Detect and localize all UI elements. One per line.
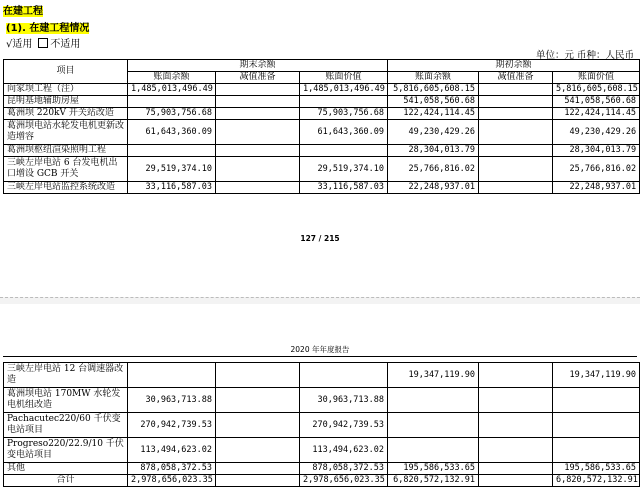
begin-book-value: 22,248,937.01 <box>553 182 640 194</box>
table-row <box>4 96 640 108</box>
header-period-end: 期末余额 <box>128 60 388 72</box>
begin-book-balance: 5,816,605,608.15 <box>388 84 479 96</box>
begin-book-balance: 22,248,937.01 <box>388 182 479 194</box>
begin-book-balance: 25,766,816.02 <box>388 157 479 182</box>
begin-impairment <box>479 120 553 145</box>
begin-book-value: 28,304,013.79 <box>553 145 640 157</box>
begin-book-value: 5,816,605,608.15 <box>553 84 640 96</box>
end-book-balance <box>128 363 216 388</box>
begin-book-value: 122,424,114.45 <box>553 108 640 120</box>
begin-impairment <box>479 84 553 96</box>
sub-title-text: (1). 在建工程情况 <box>6 23 90 34</box>
row-name: 葛洲坝电站 170MW 水轮发电机组改造 <box>4 388 128 413</box>
end-impairment <box>216 413 300 438</box>
header-item: 项目 <box>4 60 128 84</box>
begin-impairment <box>479 438 553 463</box>
end-impairment <box>216 463 300 475</box>
end-book-value: 29,519,374.10 <box>300 157 388 182</box>
table-row <box>4 108 640 120</box>
begin-impairment <box>479 463 553 475</box>
header-begin-book-balance: 账面余额 <box>388 72 479 84</box>
row-name: Progreso220/22.9/10 千伏变电站项目 <box>4 438 128 463</box>
end-impairment <box>216 388 300 413</box>
header-end-impairment: 减值准备 <box>216 72 300 84</box>
begin-book-value: 6,820,572,132.91 <box>553 475 640 487</box>
construction-in-progress-table <box>3 59 640 194</box>
begin-book-value <box>553 413 640 438</box>
begin-impairment <box>479 388 553 413</box>
section-title-text: 在建工程 <box>3 6 43 17</box>
end-book-balance <box>128 96 216 108</box>
end-book-balance: 878,058,372.53 <box>128 463 216 475</box>
row-name: 葛洲坝枢纽渲染照明工程 <box>4 145 128 157</box>
end-impairment <box>216 84 300 96</box>
end-book-balance: 29,519,374.10 <box>128 157 216 182</box>
empty-checkbox-icon <box>38 38 48 48</box>
row-name: 其他 <box>4 463 128 475</box>
end-impairment <box>216 182 300 194</box>
end-book-balance: 33,116,587.03 <box>128 182 216 194</box>
begin-impairment <box>479 182 553 194</box>
end-book-value: 61,643,360.09 <box>300 120 388 145</box>
header-end-book-value: 账面价值 <box>300 72 388 84</box>
end-book-balance: 270,942,739.53 <box>128 413 216 438</box>
not-applicable-label: 不适用 <box>50 39 81 50</box>
begin-book-balance <box>388 413 479 438</box>
table-row <box>4 463 640 475</box>
row-name: 合计 <box>4 475 128 487</box>
sub-title <box>6 19 89 34</box>
section-title <box>3 2 43 17</box>
end-book-balance: 61,643,360.09 <box>128 120 216 145</box>
begin-book-balance: 122,424,114.45 <box>388 108 479 120</box>
end-book-value: 1,485,013,496.49 <box>300 84 388 96</box>
end-book-balance: 1,485,013,496.49 <box>128 84 216 96</box>
header-begin-impairment: 减值准备 <box>479 72 553 84</box>
row-name: 葛洲坝 220kV 开关站改造 <box>4 108 128 120</box>
end-book-balance: 2,978,656,023.35 <box>128 475 216 487</box>
table-row <box>4 388 640 413</box>
construction-in-progress-table-continued <box>3 362 640 487</box>
end-book-value: 878,058,372.53 <box>300 463 388 475</box>
begin-book-balance: 6,820,572,132.91 <box>388 475 479 487</box>
end-impairment <box>216 475 300 487</box>
table-row <box>4 438 640 463</box>
end-impairment <box>216 157 300 182</box>
begin-impairment <box>479 145 553 157</box>
begin-book-balance: 49,230,429.26 <box>388 120 479 145</box>
table-body-page1 <box>4 84 640 194</box>
begin-impairment <box>479 363 553 388</box>
begin-book-balance: 19,347,119.90 <box>388 363 479 388</box>
table-row <box>4 84 640 96</box>
end-book-balance: 75,903,756.68 <box>128 108 216 120</box>
table-row <box>4 413 640 438</box>
end-impairment <box>216 108 300 120</box>
row-name: 三峡左岸电站监控系统改造 <box>4 182 128 194</box>
end-impairment <box>216 120 300 145</box>
begin-impairment <box>479 157 553 182</box>
end-book-value: 75,903,756.68 <box>300 108 388 120</box>
begin-book-value: 49,230,429.26 <box>553 120 640 145</box>
end-book-balance: 30,963,713.88 <box>128 388 216 413</box>
table-body-page2 <box>4 363 640 487</box>
end-book-value: 2,978,656,023.35 <box>300 475 388 487</box>
table-row <box>4 120 640 145</box>
begin-book-value: 195,586,533.65 <box>553 463 640 475</box>
begin-book-balance: 28,304,013.79 <box>388 145 479 157</box>
begin-impairment <box>479 96 553 108</box>
begin-impairment <box>479 475 553 487</box>
begin-book-value: 19,347,119.90 <box>553 363 640 388</box>
end-book-value: 30,963,713.88 <box>300 388 388 413</box>
begin-book-balance: 541,058,560.68 <box>388 96 479 108</box>
end-book-value: 270,942,739.53 <box>300 413 388 438</box>
begin-book-value: 541,058,560.68 <box>553 96 640 108</box>
table-row <box>4 363 640 388</box>
end-book-value <box>300 96 388 108</box>
row-name: 三峡左岸电站 6 台发电机出口增设 GCB 开关 <box>4 157 128 182</box>
header-end-book-balance: 账面余额 <box>128 72 216 84</box>
table-header <box>4 60 640 84</box>
row-name: 向家坝工程（注） <box>4 84 128 96</box>
applicability-line <box>6 35 80 50</box>
table-row <box>4 182 640 194</box>
begin-impairment <box>479 413 553 438</box>
end-book-balance: 113,494,623.02 <box>128 438 216 463</box>
check-mark-icon: √ <box>6 39 13 50</box>
end-impairment <box>216 363 300 388</box>
applicable-label: 适用 <box>12 39 33 50</box>
end-book-value <box>300 363 388 388</box>
row-name: 昆明基地辅助房屋 <box>4 96 128 108</box>
row-name: Pachacutec220/60 千伏变电站项目 <box>4 413 128 438</box>
page-break-divider <box>0 297 640 304</box>
begin-book-value: 25,766,816.02 <box>553 157 640 182</box>
begin-impairment <box>479 108 553 120</box>
end-book-balance <box>128 145 216 157</box>
end-impairment <box>216 145 300 157</box>
begin-book-balance <box>388 438 479 463</box>
page-number: 127 / 215 <box>300 234 340 243</box>
end-impairment <box>216 96 300 108</box>
begin-book-value <box>553 388 640 413</box>
row-name: 葛洲坝电站水轮发电机更新改造增容 <box>4 120 128 145</box>
end-book-value: 113,494,623.02 <box>300 438 388 463</box>
unit-currency-line: 单位：元 币种：人民币 <box>535 50 634 61</box>
table-row <box>4 157 640 182</box>
begin-book-balance: 195,586,533.65 <box>388 463 479 475</box>
page-header: 2020 年年度报告 <box>290 345 350 354</box>
header-period-begin: 期初余额 <box>388 60 640 72</box>
table-row-total <box>4 475 640 487</box>
end-impairment <box>216 438 300 463</box>
row-name: 三峡左岸电站 12 台调速器改造 <box>4 363 128 388</box>
begin-book-value <box>553 438 640 463</box>
header-begin-book-value: 账面价值 <box>553 72 640 84</box>
header-rule <box>3 356 637 357</box>
end-book-value <box>300 145 388 157</box>
end-book-value: 33,116,587.03 <box>300 182 388 194</box>
begin-book-balance <box>388 388 479 413</box>
table-row <box>4 145 640 157</box>
